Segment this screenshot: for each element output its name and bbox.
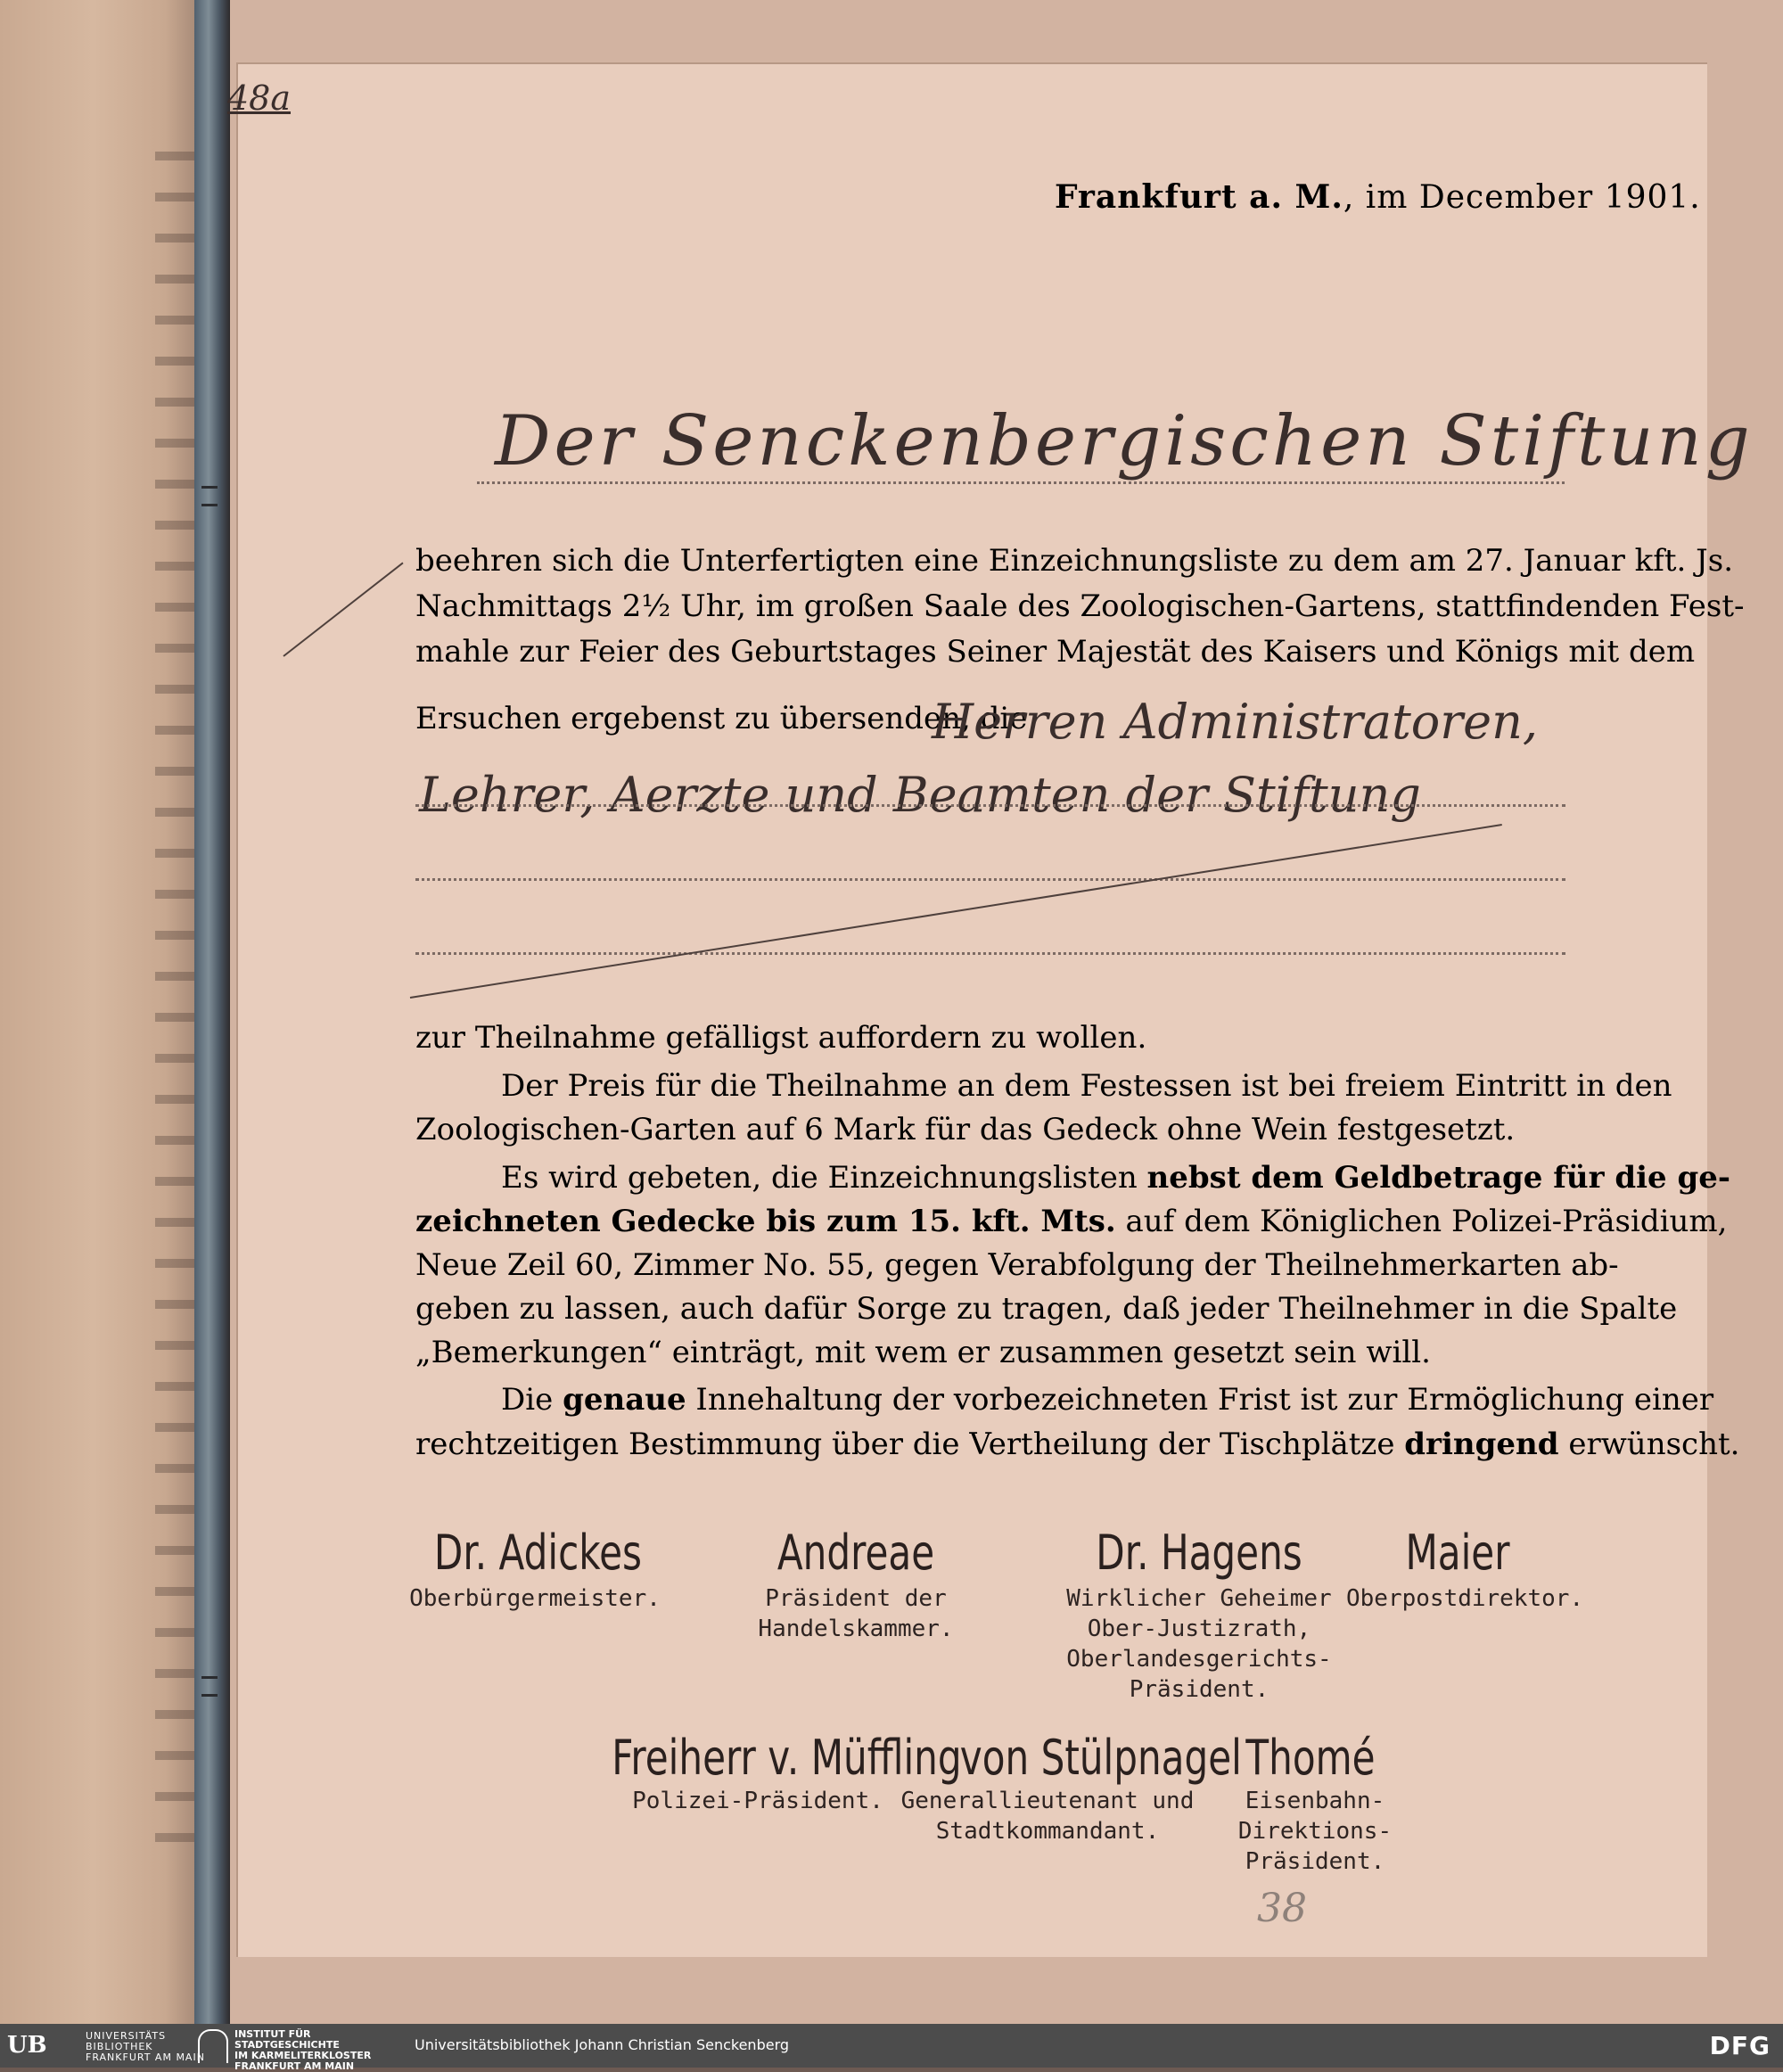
text-line xyxy=(415,1427,1740,1462)
dfg-logo[interactable]: DFG xyxy=(1709,2031,1771,2060)
footer-bar xyxy=(0,2024,1783,2072)
document-sheet xyxy=(236,62,1707,1957)
text-line xyxy=(415,1206,1727,1237)
place: Frankfurt a. M. xyxy=(1055,178,1343,216)
text-run: auf dem Königlichen Polizei-Präsidium, xyxy=(1115,1204,1728,1239)
dotted-line xyxy=(477,481,1565,484)
text-run: Die xyxy=(501,1382,563,1418)
text-run: Innehaltung der vorbezeichneten Frist ist zur Ermöglichung einer xyxy=(686,1382,1714,1418)
text-line: zur Theilnahme gefälligst auffordern zu wollen. xyxy=(415,1020,1147,1056)
text-run: erwünscht. xyxy=(1558,1427,1740,1462)
ub-logo-text: UNIVERSITÄTS BIBLIOTHEK FRANKFURT AM MAIN xyxy=(86,2030,205,2063)
bold-run: genaue xyxy=(563,1382,686,1418)
dotted-line xyxy=(415,804,1565,807)
ub-logo[interactable]: UB xyxy=(7,2032,47,2059)
text-line xyxy=(501,1160,1730,1196)
signatory-name: Andreae xyxy=(776,1525,935,1581)
text-line xyxy=(501,1382,1714,1418)
signatory-title: Polizei-Präsident. xyxy=(632,1788,883,1814)
signatory-title: Oberpostdirektor. xyxy=(1346,1585,1584,1612)
signatory-name: Dr. Adickes xyxy=(433,1525,642,1581)
handwritten-participants: Herren Administratoren, xyxy=(932,694,1539,750)
dotted-line xyxy=(415,952,1565,955)
folio-number: 48a xyxy=(227,78,292,118)
signatory-name: Maier xyxy=(1405,1525,1510,1581)
text-line: Neue Zeil 60, Zimmer No. 55, gegen Verabfolgung der Theilnehmerkarten ab- xyxy=(415,1247,1619,1283)
signatory-title: Präsident der Handelskammer. xyxy=(758,1585,954,1642)
text-line: Nachmittags 2½ Uhr, im großen Saale des Zoologischen-Gartens, stattfindenden Fest- xyxy=(415,588,1745,624)
dotted-line xyxy=(415,878,1565,881)
binding-stitch xyxy=(201,1694,218,1697)
text-line: Ersuchen ergebenst zu übersenden, die xyxy=(415,701,1028,736)
signatory-title: Generallieutenant und Stadtkommandant. xyxy=(900,1788,1195,1845)
signatory-title: Wirklicher Geheimer Ober-Justizrath, Oberlandesgerichts- Präsident. xyxy=(1066,1585,1332,1703)
text-line: „Bemerkungen“ einträgt, mit wem er zusammen gesetzt sein will. xyxy=(415,1335,1431,1370)
text-run: rechtzeitigen Bestimmung über die Vertheilung der Tischplätze xyxy=(415,1427,1405,1462)
signatory-title: Oberbürgermeister. xyxy=(409,1585,661,1612)
binding-stitch xyxy=(201,504,218,506)
bold-run: nebst dem Geldbetrage für die ge- xyxy=(1146,1160,1730,1196)
text-line: mahle zur Feier des Geburtstages Seiner Majestät des Kaisers und Königs mit dem xyxy=(415,634,1696,670)
institute-arch-icon xyxy=(198,2029,228,2063)
pencil-page-number: 38 xyxy=(1257,1886,1307,1931)
text-line: beehren sich die Unterfertigten eine Einzeichnungsliste zu dem am 27. Januar kft. Js. xyxy=(415,543,1734,579)
text-line: geben zu lassen, auch dafür Sorge zu tragen, daß jeder Theilnehmer in die Spalte xyxy=(415,1291,1678,1327)
date: , im December 1901. xyxy=(1343,179,1701,216)
book-spine xyxy=(194,0,230,2024)
signatory-name: Thomé xyxy=(1245,1730,1376,1786)
signatory-name: Freiherr v. Müffling xyxy=(612,1730,962,1786)
footer-caption: Universitätsbibliothek Johann Christian Senckenberg xyxy=(415,2036,790,2053)
text-run: Es wird gebeten, die Einzeichnungslisten xyxy=(501,1160,1147,1196)
signatory-name: von Stülpnagel xyxy=(959,1730,1242,1786)
text-line: Zoologischen-Garten auf 6 Mark für das Gedeck ohne Wein festgesetzt. xyxy=(415,1112,1516,1147)
binding-stitch xyxy=(201,1676,218,1679)
bold-run: zeichneten Gedecke bis zum 15. kft. Mts. xyxy=(415,1204,1116,1239)
handwritten-participants: Lehrer, Aerzte und Beamten der Stiftung xyxy=(419,767,1421,823)
institute-logo-text: INSTITUT FÜR STADTGESCHICHTE IM KARMELITERKLOSTER FRANKFURT AM MAIN xyxy=(234,2028,372,2072)
signatory-title: Eisenbahn- Direktions-Präsident. xyxy=(1237,1788,1393,1875)
text-line: Der Preis für die Theilnahme an dem Festessen ist bei freiem Eintritt in den xyxy=(501,1068,1672,1104)
handwritten-addressee: Der Senckenbergischen Stiftung xyxy=(495,401,1754,481)
place-date xyxy=(1055,178,1701,216)
bold-run: dringend xyxy=(1404,1427,1559,1462)
signatory-name: Dr. Hagens xyxy=(1096,1525,1302,1581)
binding-stitch xyxy=(201,486,218,489)
